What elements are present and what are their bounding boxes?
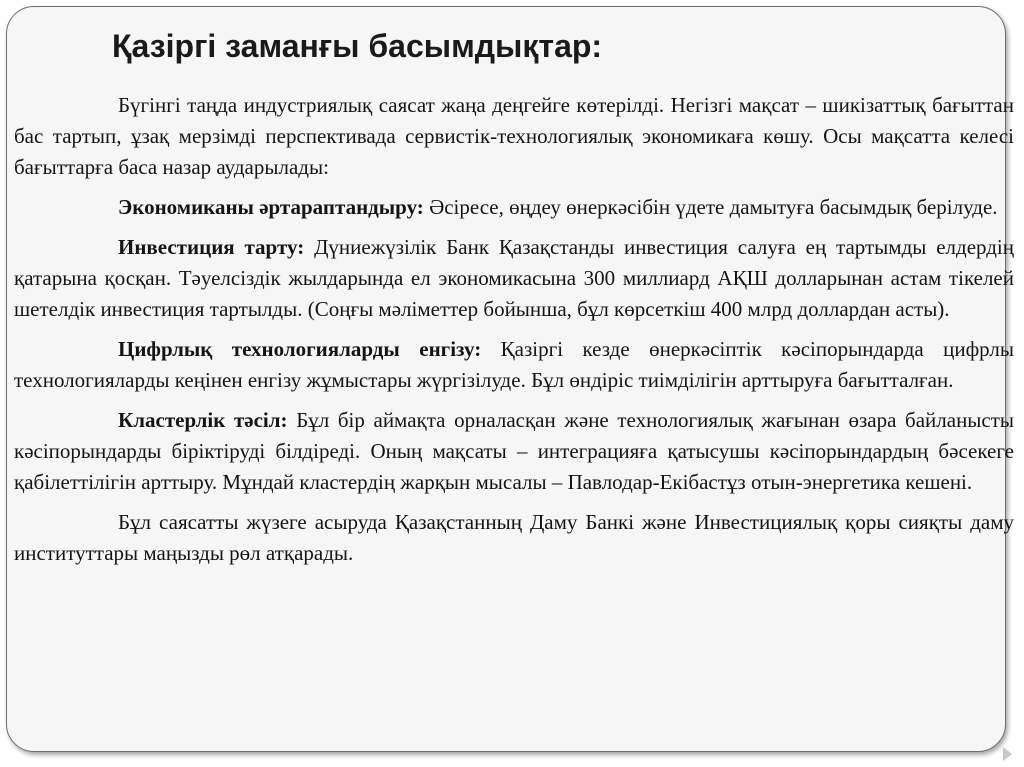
cluster-heading: Кластерлік тәсіл:: [118, 408, 288, 432]
diversification-text: Әсіресе, өңдеу өнеркәсібін үдете дамытуға басымдық берілуде.: [429, 195, 998, 219]
slide-title: Қазіргі заманғы басымдықтар:: [112, 28, 603, 64]
slide-body: [14, 90, 1014, 578]
conclusion-text: Бұл саясатты жүзеге асыруда Қазақстанның Даму Банкі және Инвестициялық қоры сияқты даму институттары маңызды рөл атқарады.: [14, 510, 1014, 565]
diversification-heading: Экономиканы әртараптандыру:: [118, 195, 424, 219]
digital-heading: Цифрлық технологияларды енгізу:: [118, 337, 482, 361]
intro-text: Бүгінгі таңда индустриялық саясат жаңа деңгейге көтерілді. Негізгі мақсат – шикізаттық бағыттан бас тартып, ұзақ мерзімді перспективада сервистік-технологиялық экономикаға көшу. Осы мақсатта келесі бағыттарға баса назар аударылады:: [14, 93, 1014, 179]
next-slide-arrow-icon[interactable]: [1003, 747, 1012, 761]
digital-paragraph: [14, 334, 1014, 396]
digital-text: Қазіргі кезде өнеркәсіптік кәсіпорындарда цифрлы технологияларды кеңінен енгізу жұмыстары жүргізілуде. Бұл өндіріс тиімділігін арттыруға бағытталған.: [14, 337, 1014, 392]
conclusion-paragraph: [14, 507, 1014, 569]
intro-paragraph: [14, 90, 1014, 183]
investment-heading: Инвестиция тарту:: [118, 235, 305, 259]
cluster-paragraph: [14, 405, 1014, 498]
cluster-text: Бұл бір аймақта орналасқан және технологиялық жағынан өзара байланысты кәсіпорындарды біріктіруді білдіреді. Оның мақсаты – интеграцияға қатысушы кәсіпорындардың бәсекеге қабілеттілігін арттыру. Мұндай кластердің жарқын мысалы – Павлодар-Екібастұз отын-энергетика кешені.: [14, 408, 1015, 494]
investment-text: Дүниежүзілік Банк Қазақстанды инвестиция салуға ең тартымды елдердің қатарына қосқан. Тәуелсіздік жылдарында ел экономикасына 300 миллиард АҚШ долларынан астам тікелей шетелдік инвестиция тартылды. (Соңғы мәліметтер бойынша, бұл көрсеткіш 400 млрд доллардан асты).: [14, 235, 1014, 321]
diversification-paragraph: [14, 192, 1014, 223]
investment-paragraph: [14, 232, 1014, 325]
